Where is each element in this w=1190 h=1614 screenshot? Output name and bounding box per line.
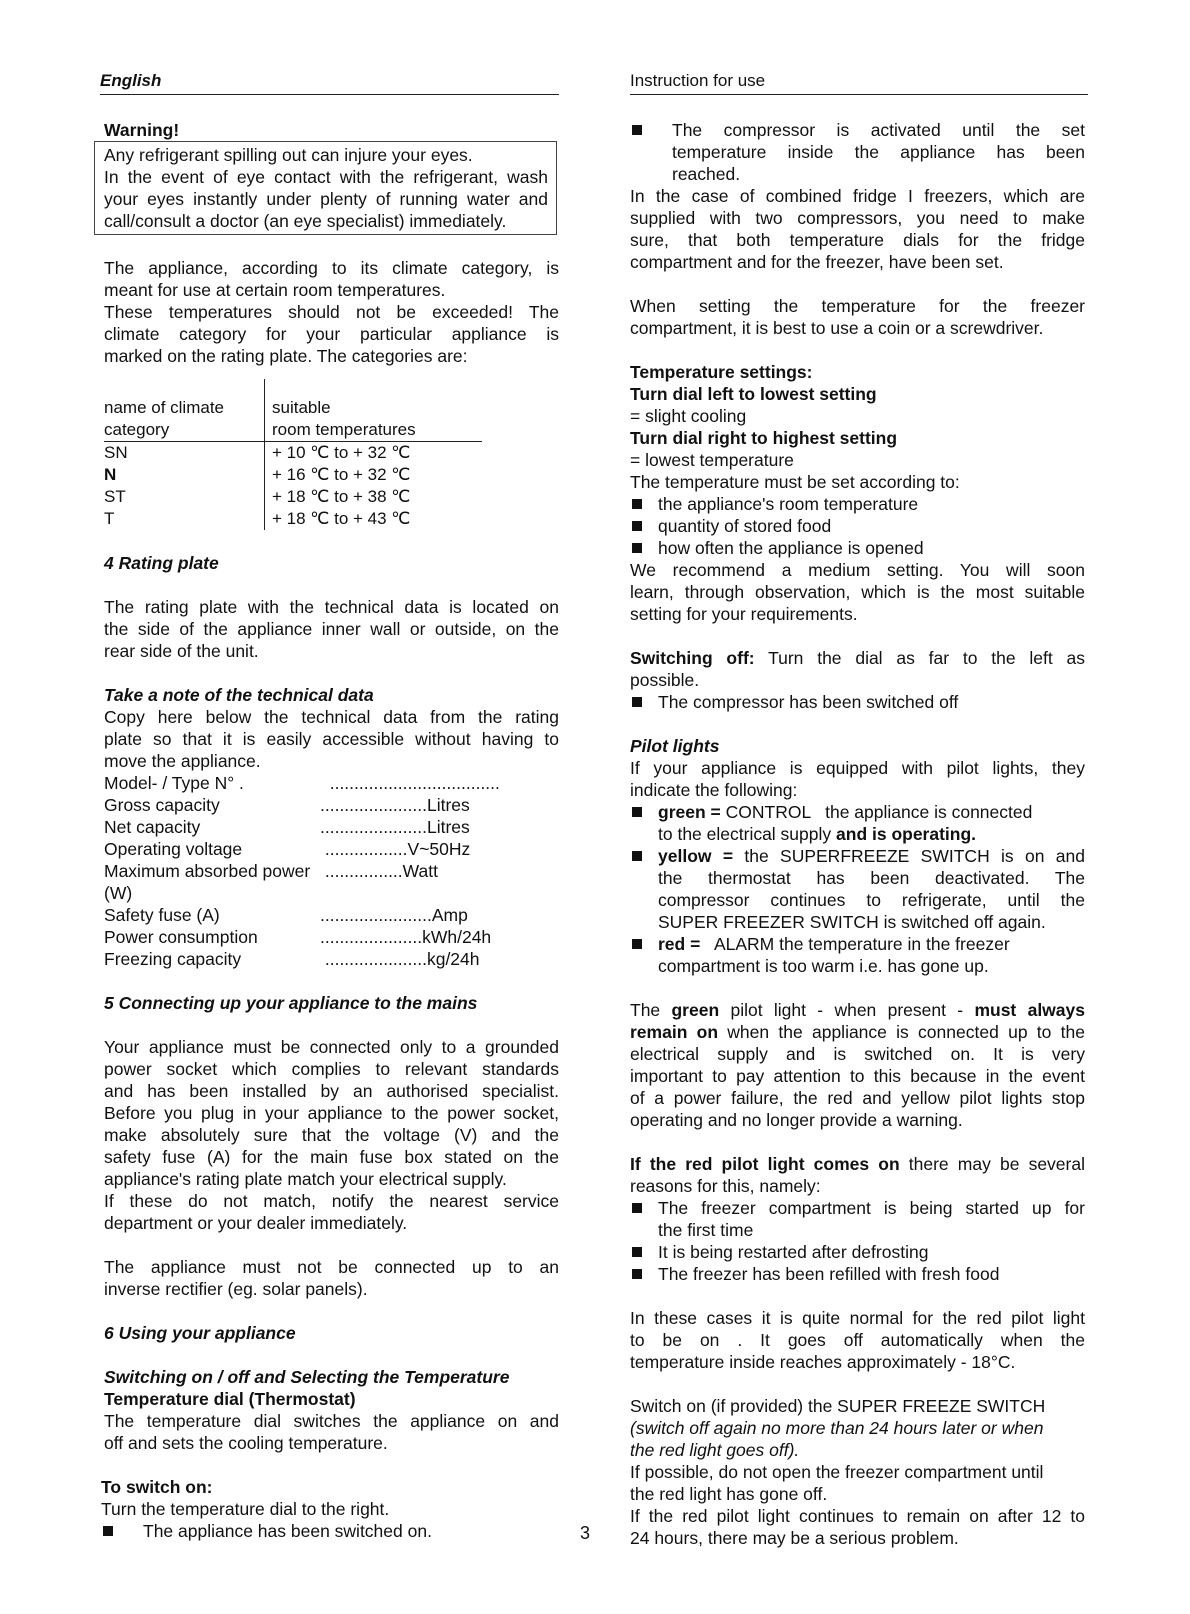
rectifier-line: The appliance must not be connected up to an bbox=[104, 1257, 559, 1277]
list-item bbox=[630, 515, 1085, 537]
temp-settings-title: Temperature settings: bbox=[630, 362, 813, 382]
section-title-rating-plate: 4 Rating plate bbox=[104, 553, 219, 573]
warning-title: Warning! bbox=[104, 120, 180, 140]
red-text: compartment is too warm i.e. has gone up. bbox=[658, 956, 989, 976]
bullet-square-icon bbox=[632, 851, 642, 861]
recommend-line: setting for your requirements. bbox=[630, 604, 858, 624]
climate-range: + 10 ℃ to + 32 ℃ bbox=[272, 443, 411, 462]
bullet-text: It is being restarted after defrosting bbox=[658, 1242, 929, 1262]
bullet-text: The compressor is activated until the set bbox=[672, 120, 1085, 140]
superfreeze-italic: the red light goes off). bbox=[630, 1440, 800, 1460]
spec-row bbox=[104, 838, 559, 860]
spec-list bbox=[104, 772, 559, 970]
warning-line: In the event of eye contact with the refrigerant, wash bbox=[104, 167, 548, 187]
green-para-bold: remain on bbox=[630, 1022, 719, 1042]
spec-row bbox=[104, 794, 559, 816]
turn-left-text: = slight cooling bbox=[630, 406, 747, 426]
bullet-square-icon bbox=[632, 521, 642, 531]
pilot-intro-line: If your appliance is equipped with pilot lights, they bbox=[630, 758, 1085, 778]
spec-row bbox=[104, 772, 559, 794]
climate-category: SN bbox=[104, 442, 265, 465]
recommend-line: learn, through observation, which is the most suitable bbox=[630, 582, 1085, 602]
turn-left-title: Turn dial left to lowest setting bbox=[630, 384, 877, 404]
list-item bbox=[630, 801, 1085, 845]
switch-off-label: Switching off: bbox=[630, 648, 755, 668]
green-para-bold: must always bbox=[974, 1000, 1085, 1020]
climate-range: + 18 ℃ to + 38 ℃ bbox=[272, 487, 411, 506]
spec-label: Safety fuse (A) bbox=[104, 905, 220, 925]
green-para-line: operating and no longer provide a warning. bbox=[630, 1110, 963, 1130]
left-column bbox=[100, 70, 559, 1542]
climate-col2-head: room temperatures bbox=[272, 420, 416, 439]
list-item bbox=[630, 493, 1085, 515]
climate-table bbox=[104, 379, 482, 530]
list-item bbox=[630, 119, 1085, 185]
bullet-square-icon bbox=[632, 1269, 642, 1279]
spec-value: .....................kWh/24h bbox=[320, 927, 492, 947]
green-label: green = bbox=[658, 802, 721, 822]
final-line: the red light has gone off. bbox=[630, 1484, 828, 1504]
switch-on-title: To switch on: bbox=[101, 1477, 213, 1497]
note-line: Copy here below the technical data from the rating bbox=[104, 707, 559, 727]
subsection-title-switching: Switching on / off and Selecting the Temperature bbox=[104, 1367, 510, 1387]
table-row bbox=[104, 508, 482, 530]
page-number: 3 bbox=[580, 1523, 591, 1543]
bullet-text: The appliance has been switched on. bbox=[143, 1521, 432, 1541]
warning-line: Any refrigerant spilling out can injure your eyes. bbox=[104, 145, 473, 165]
bullet-square-icon bbox=[103, 1526, 113, 1536]
mains-line: Your appliance must be connected only to a grounded bbox=[104, 1037, 559, 1057]
spec-value: .....................kg/24h bbox=[320, 949, 480, 969]
dial-line: The temperature dial switches the appliance on and bbox=[104, 1411, 559, 1431]
bullet-text: reached. bbox=[672, 164, 741, 184]
mains-line: and has been installed by an authorised specialist. bbox=[104, 1081, 559, 1101]
bullet-text: The freezer has been refilled with fresh food bbox=[658, 1264, 1000, 1284]
bullet-square-icon bbox=[632, 807, 642, 817]
combined-line: sure, that both temperature dials for the fridge bbox=[630, 230, 1085, 250]
switch-off-text: Turn the dial as far to the left as bbox=[754, 648, 1085, 668]
rectifier-line: inverse rectifier (eg. solar panels). bbox=[104, 1279, 368, 1299]
setting-line: When setting the temperature for the freezer bbox=[630, 296, 1085, 316]
spec-value: .......................Amp bbox=[320, 905, 468, 925]
bullet-text: The compressor has been switched off bbox=[658, 692, 959, 712]
combined-line: supplied with two compressors, you need to make bbox=[630, 208, 1085, 228]
switch-on-text: Turn the temperature dial to the right. bbox=[101, 1499, 390, 1519]
rating-line: the side of the appliance inner wall or outside, on the bbox=[104, 619, 559, 639]
spec-label: Gross capacity bbox=[104, 795, 220, 815]
yellow-text: the SUPERFREEZE SWITCH is on and bbox=[733, 846, 1085, 866]
spec-value: ................Watt bbox=[320, 861, 438, 881]
rating-line: The rating plate with the technical data is located on bbox=[104, 597, 559, 617]
superfreeze-italic: (switch off again no more than 24 hours later or when bbox=[630, 1418, 1044, 1438]
note-line: plate so that it is easily accessible without having to bbox=[104, 729, 559, 749]
green-para-line: electrical supply and is switched on. It is very bbox=[630, 1044, 1085, 1064]
list-item bbox=[630, 933, 1085, 977]
list-item bbox=[630, 845, 1085, 933]
spec-label: Maximum absorbed power (W) bbox=[104, 861, 311, 903]
green-text: CONTROL the appliance is connected bbox=[720, 802, 1033, 822]
turn-right-text: = lowest temperature bbox=[630, 450, 794, 470]
superfreeze-text: Switch on (if provided) the SUPER FREEZE SWITCH bbox=[630, 1396, 1046, 1416]
yellow-text: the thermostat has been deactivated. The bbox=[658, 868, 1085, 888]
switch-off-line bbox=[630, 647, 1085, 669]
climate-intro-line: These temperatures should not be exceeded! The bbox=[104, 302, 559, 322]
pilot-intro-line: indicate the following: bbox=[630, 780, 798, 800]
mains-line: If these do not match, notify the nearest service bbox=[104, 1191, 559, 1211]
climate-category: N bbox=[104, 464, 265, 486]
spec-row bbox=[104, 904, 559, 926]
bullet-text: quantity of stored food bbox=[658, 516, 832, 536]
final-line: If possible, do not open the freezer compartment until bbox=[630, 1462, 1044, 1482]
red-on-text2: reasons for this, namely: bbox=[630, 1176, 821, 1196]
mains-line: appliance's rating plate match your electrical supply. bbox=[104, 1169, 507, 1189]
climate-intro-line: meant for use at certain room temperatures. bbox=[104, 280, 446, 300]
green-bold-text: and is operating. bbox=[836, 824, 977, 844]
warning-box bbox=[94, 141, 557, 235]
bullet-text: The freezer compartment is being started up for bbox=[658, 1198, 1085, 1218]
yellow-text: compressor continues to refrigerate, until the bbox=[658, 890, 1085, 910]
climate-range: + 16 ℃ to + 32 ℃ bbox=[272, 465, 411, 484]
section-title-using: 6 Using your appliance bbox=[104, 1323, 296, 1343]
red-text: ALARM the temperature in the freezer bbox=[700, 934, 1010, 954]
climate-category: T bbox=[104, 508, 265, 530]
right-column bbox=[630, 70, 1085, 1549]
dial-title: Temperature dial (Thermostat) bbox=[104, 1389, 356, 1409]
climate-intro-line: The appliance, according to its climate category, is bbox=[104, 258, 559, 278]
climate-range: + 18 ℃ to + 43 ℃ bbox=[272, 509, 411, 528]
yellow-text: SUPER FREEZER SWITCH is switched off again. bbox=[658, 912, 1046, 932]
mains-line: power socket which complies to relevant standards bbox=[104, 1059, 559, 1079]
list-item bbox=[630, 1197, 1085, 1241]
spec-value: ......................Litres bbox=[320, 817, 470, 837]
table-row bbox=[104, 486, 482, 508]
spec-label: Power consumption bbox=[104, 927, 258, 947]
bullet-text: the first time bbox=[658, 1220, 754, 1240]
green-para-text: when the appliance is connected up to the bbox=[718, 1022, 1085, 1042]
combined-line: compartment and for the freezer, have been set. bbox=[630, 252, 1004, 272]
climate-col1-head: category bbox=[104, 420, 170, 439]
spec-value: ................................... bbox=[320, 773, 500, 793]
table-row bbox=[104, 464, 482, 486]
spec-row bbox=[104, 948, 559, 970]
normal-line: In these cases it is quite normal for the red pilot light bbox=[630, 1308, 1085, 1328]
list-item bbox=[630, 537, 1085, 559]
mains-line: safety fuse (A) for the main fuse box stated on the bbox=[104, 1147, 559, 1167]
normal-line: to be on . It goes off automatically when the bbox=[630, 1330, 1085, 1350]
list-item bbox=[630, 1263, 1085, 1285]
bullet-square-icon bbox=[632, 499, 642, 509]
section-title-technical-data: Take a note of the technical data bbox=[104, 685, 374, 705]
recommend-line: We recommend a medium setting. You will soon bbox=[630, 560, 1085, 580]
spec-value: ......................Litres bbox=[320, 795, 470, 815]
bullet-text: how often the appliance is opened bbox=[658, 538, 924, 558]
bullet-square-icon bbox=[632, 1247, 642, 1257]
header-language: English bbox=[100, 70, 559, 95]
yellow-label: yellow = bbox=[658, 846, 734, 866]
mains-line: Before you plug in your appliance to the power socket, bbox=[104, 1103, 559, 1123]
according-text: The temperature must be set according to: bbox=[630, 472, 960, 492]
spec-label: Freezing capacity bbox=[104, 949, 242, 969]
green-para-bold: green bbox=[671, 1000, 720, 1020]
spec-label: Operating voltage bbox=[104, 839, 243, 859]
bullet-text: temperature inside the appliance has been bbox=[672, 142, 1085, 162]
climate-category: ST bbox=[104, 486, 265, 508]
dial-line: off and sets the cooling temperature. bbox=[104, 1433, 388, 1453]
red-on-label: If the red pilot light comes on bbox=[630, 1154, 900, 1174]
pilot-lights-title: Pilot lights bbox=[630, 736, 720, 756]
mains-line: department or your dealer immediately. bbox=[104, 1213, 408, 1233]
bullet-square-icon bbox=[632, 697, 642, 707]
spec-label: Net capacity bbox=[104, 817, 201, 837]
green-para-text: The bbox=[630, 1000, 672, 1020]
bullet-square-icon bbox=[632, 543, 642, 553]
spec-row bbox=[104, 860, 559, 904]
warning-line: your eyes instantly under plenty of running water and bbox=[104, 189, 548, 209]
warning-line: call/consult a doctor (an eye specialist) immediately. bbox=[104, 211, 507, 231]
bullet-square-icon bbox=[632, 125, 642, 135]
mains-line: make absolutely sure that the voltage (V) and the bbox=[104, 1125, 559, 1145]
rating-line: rear side of the unit. bbox=[104, 641, 259, 661]
climate-table-header bbox=[104, 379, 482, 442]
note-line: move the appliance. bbox=[104, 751, 261, 771]
green-para-line: of a power failure, the red and yellow pilot lights stop bbox=[630, 1088, 1085, 1108]
spec-row bbox=[104, 816, 559, 838]
green-para-line: important to pay attention to this because in the event bbox=[630, 1066, 1085, 1086]
climate-col2-head: suitable bbox=[272, 398, 331, 417]
section-title-mains: 5 Connecting up your appliance to the mains bbox=[104, 993, 478, 1013]
green-text: to the electrical supply bbox=[658, 824, 837, 844]
final-line: If the red pilot light continues to remain on after 12 to bbox=[630, 1506, 1085, 1526]
combined-line: In the case of combined fridge I freezers, which are bbox=[630, 186, 1085, 206]
final-line: 24 hours, there may be a serious problem. bbox=[630, 1528, 959, 1548]
normal-line: temperature inside reaches approximately - 18°C. bbox=[630, 1352, 1016, 1372]
red-on-text: there may be several bbox=[899, 1154, 1085, 1174]
setting-line: compartment, it is best to use a coin or a screwdriver. bbox=[630, 318, 1044, 338]
red-label: red = bbox=[658, 934, 701, 954]
list-item bbox=[101, 1520, 559, 1542]
green-para-text: pilot light - when present - bbox=[719, 1000, 975, 1020]
spec-row bbox=[104, 926, 559, 948]
list-item bbox=[630, 691, 1085, 713]
climate-intro-line: marked on the rating plate. The categories are: bbox=[104, 346, 468, 366]
switch-off-text2: possible. bbox=[630, 670, 700, 690]
bullet-text: the appliance's room temperature bbox=[658, 494, 919, 514]
header-title: Instruction for use bbox=[630, 70, 1088, 95]
spec-label: Model- / Type N° . bbox=[104, 773, 244, 793]
bullet-square-icon bbox=[632, 1203, 642, 1213]
climate-col1-head: name of climate bbox=[104, 398, 224, 417]
list-item bbox=[630, 1241, 1085, 1263]
climate-intro-line: climate category for your particular appliance is bbox=[104, 324, 559, 344]
turn-right-title: Turn dial right to highest setting bbox=[630, 428, 898, 448]
table-row bbox=[104, 442, 482, 465]
spec-value: .................V~50Hz bbox=[320, 839, 471, 859]
bullet-square-icon bbox=[632, 939, 642, 949]
